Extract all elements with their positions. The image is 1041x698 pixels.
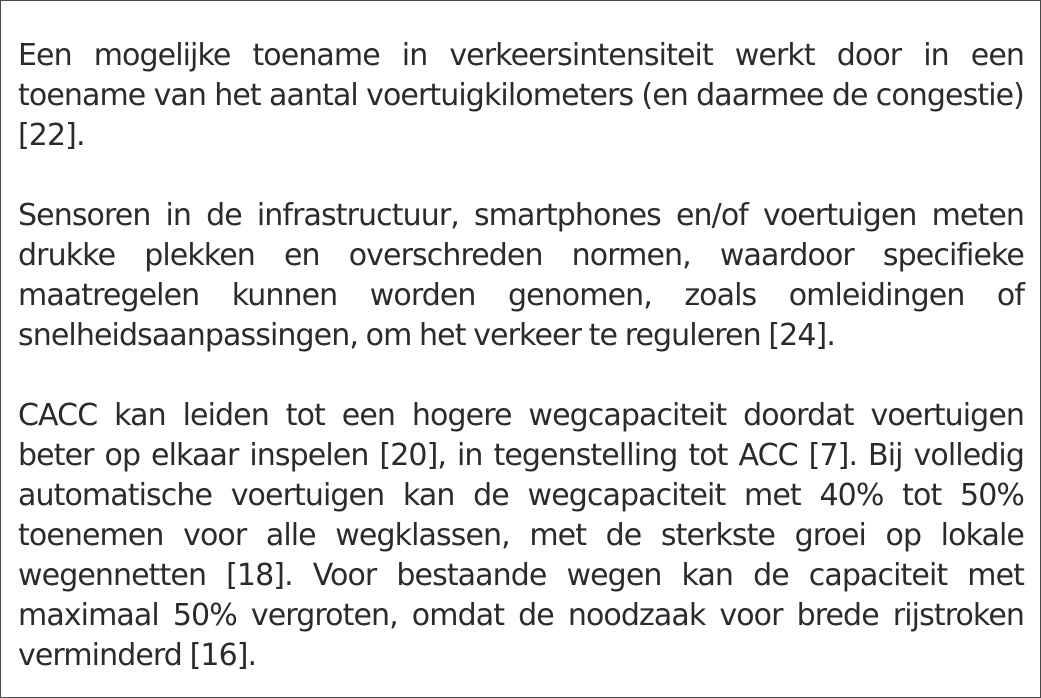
- paragraph-traffic-intensity: Een mogelijke toename in verkeersintensiteit werkt door in een toename van het aantal voertuigkilometers (en daarmee de congestie) [22].: [18, 38, 1024, 153]
- paragraph-cacc-capacity: CACC kan leiden tot een hogere wegcapaciteit doordat voertuigen beter op elkaar inspelen [20], in tegenstelling tot ACC [7]. Bij volledig automatische voertuigen kan de wegcapaciteit met 40% tot 50% toenemen voor alle wegklassen, met de sterkste groei op lokale wegennetten [18]. Voor bestaande wegen kan de capaciteit met maximaal 50% vergroten, omdat de noodzaak voor brede rijstroken verminderd [16].: [18, 398, 1024, 673]
- paragraph-sensors: Sensoren in de infrastructuur, smartphones en/of voertuigen meten drukke plekken en overschreden normen, waardoor specifieke maatregelen kunnen worden genomen, zoals omleidingen of snelheidsaanpassingen, om het verkeer te reguleren [24].: [18, 198, 1024, 353]
- text-body: [18, 36, 1024, 676]
